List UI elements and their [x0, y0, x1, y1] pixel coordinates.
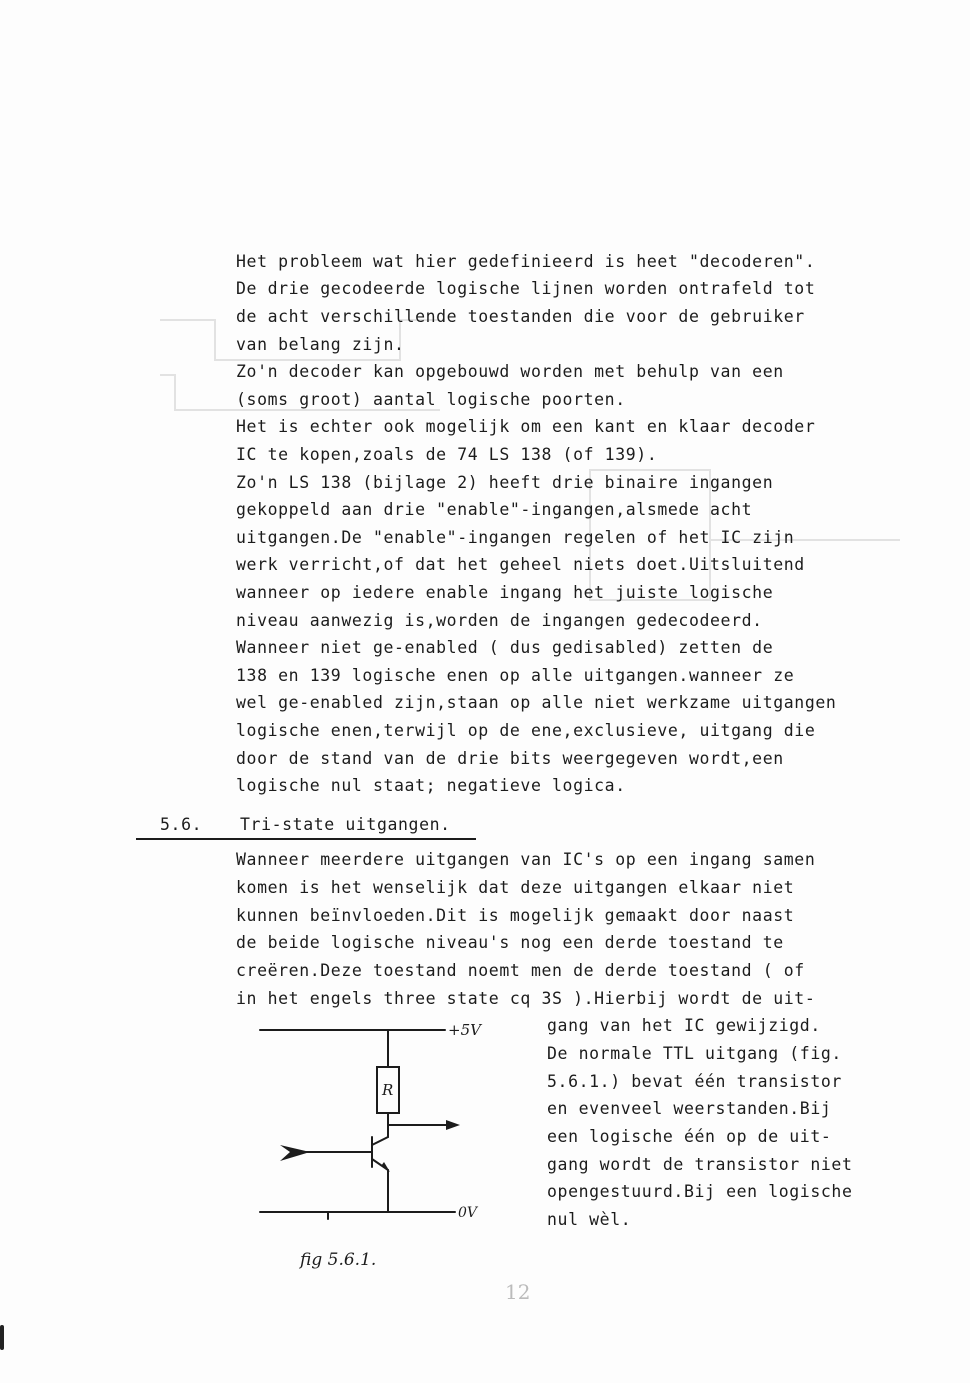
- text-line: een logische één op de uit-: [547, 1127, 832, 1146]
- text-line: opengestuurd.Bij een logische: [547, 1182, 853, 1201]
- section-underline: [136, 838, 476, 840]
- supply-label: +5V: [448, 1021, 481, 1039]
- text-line: Het probleem wat hier gedefinieerd is heet "decoderen".: [236, 252, 816, 271]
- text-line: gang wordt de transistor niet: [547, 1155, 853, 1174]
- text-line: in het engels three state cq 3S ).Hierbij wordt de uit-: [236, 989, 816, 1008]
- resistor-label: R: [382, 1081, 394, 1099]
- figure-caption: fig 5.6.1.: [300, 1250, 377, 1270]
- text-line: (soms groot) aantal logische poorten.: [236, 390, 626, 409]
- section-number: 5.6.: [160, 815, 203, 834]
- punch-mark: [0, 1325, 4, 1350]
- input-arrow-icon: [280, 1145, 310, 1161]
- text-line: logische enen,terwijl op de ene,exclusieve, uitgang die: [236, 721, 816, 740]
- text-line: van belang zijn.: [236, 335, 405, 354]
- text-line: Het is echter ook mogelijk om een kant en klaar decoder: [236, 417, 816, 436]
- text-line: De drie gecodeerde logische lijnen worden ontrafeld tot: [236, 279, 816, 298]
- text-line: door de stand van de drie bits weergegeven wordt,een: [236, 749, 784, 768]
- text-line: en evenveel weerstanden.Bij: [547, 1099, 832, 1118]
- text-line: komen is het wenselijk dat deze uitgangen elkaar niet: [236, 878, 795, 897]
- text-line: de beide logische niveau's nog een derde toestand te: [236, 933, 784, 952]
- text-line: Zo'n LS 138 (bijlage 2) heeft drie binaire ingangen: [236, 473, 774, 492]
- text-line: werk verricht,of dat het geheel niets doet.Uitsluitend: [236, 555, 805, 574]
- output-arrow-icon: [446, 1120, 460, 1130]
- text-line: kunnen beïnvloeden.Dit is mogelijk gemaakt door naast: [236, 906, 795, 925]
- text-line: 5.6.1.) bevat één transistor: [547, 1072, 842, 1091]
- text-line: wanneer op iedere enable ingang het juiste logische: [236, 583, 774, 602]
- text-line: gekoppeld aan drie "enable"-ingangen,alsmede acht: [236, 500, 753, 519]
- text-line: nul wèl.: [547, 1210, 632, 1229]
- text-line: gang van het IC gewijzigd.: [547, 1016, 821, 1035]
- text-line: 138 en 139 logische enen op alle uitgangen.wanneer ze: [236, 666, 795, 685]
- text-line: creëren.Deze toestand noemt men de derde toestand ( of: [236, 961, 805, 980]
- transistor-circuit-figure: [250, 1015, 490, 1295]
- text-line: IC te kopen,zoals de 74 LS 138 (of 139).: [236, 445, 658, 464]
- text-line: de acht verschillende toestanden die voor de gebruiker: [236, 307, 805, 326]
- text-line: Wanneer niet ge-enabled ( dus gedisabled) zetten de: [236, 638, 774, 657]
- text-line: De normale TTL uitgang (fig.: [547, 1044, 842, 1063]
- text-line: niveau aanwezig is,worden de ingangen gedecodeerd.: [236, 611, 763, 630]
- page-number: 12: [505, 1280, 531, 1304]
- text-line: Wanneer meerdere uitgangen van IC's op een ingang samen: [236, 850, 816, 869]
- text-line: logische nul staat; negatieve logica.: [236, 776, 626, 795]
- ground-label: 0V: [458, 1205, 478, 1221]
- text-line: wel ge-enabled zijn,staan op alle niet werkzame uitgangen: [236, 693, 837, 712]
- section-title: Tri-state uitgangen.: [240, 815, 451, 834]
- text-line: Zo'n decoder kan opgebouwd worden met behulp van een: [236, 362, 784, 381]
- text-line: uitgangen.De "enable"-ingangen regelen of het IC zijn: [236, 528, 795, 547]
